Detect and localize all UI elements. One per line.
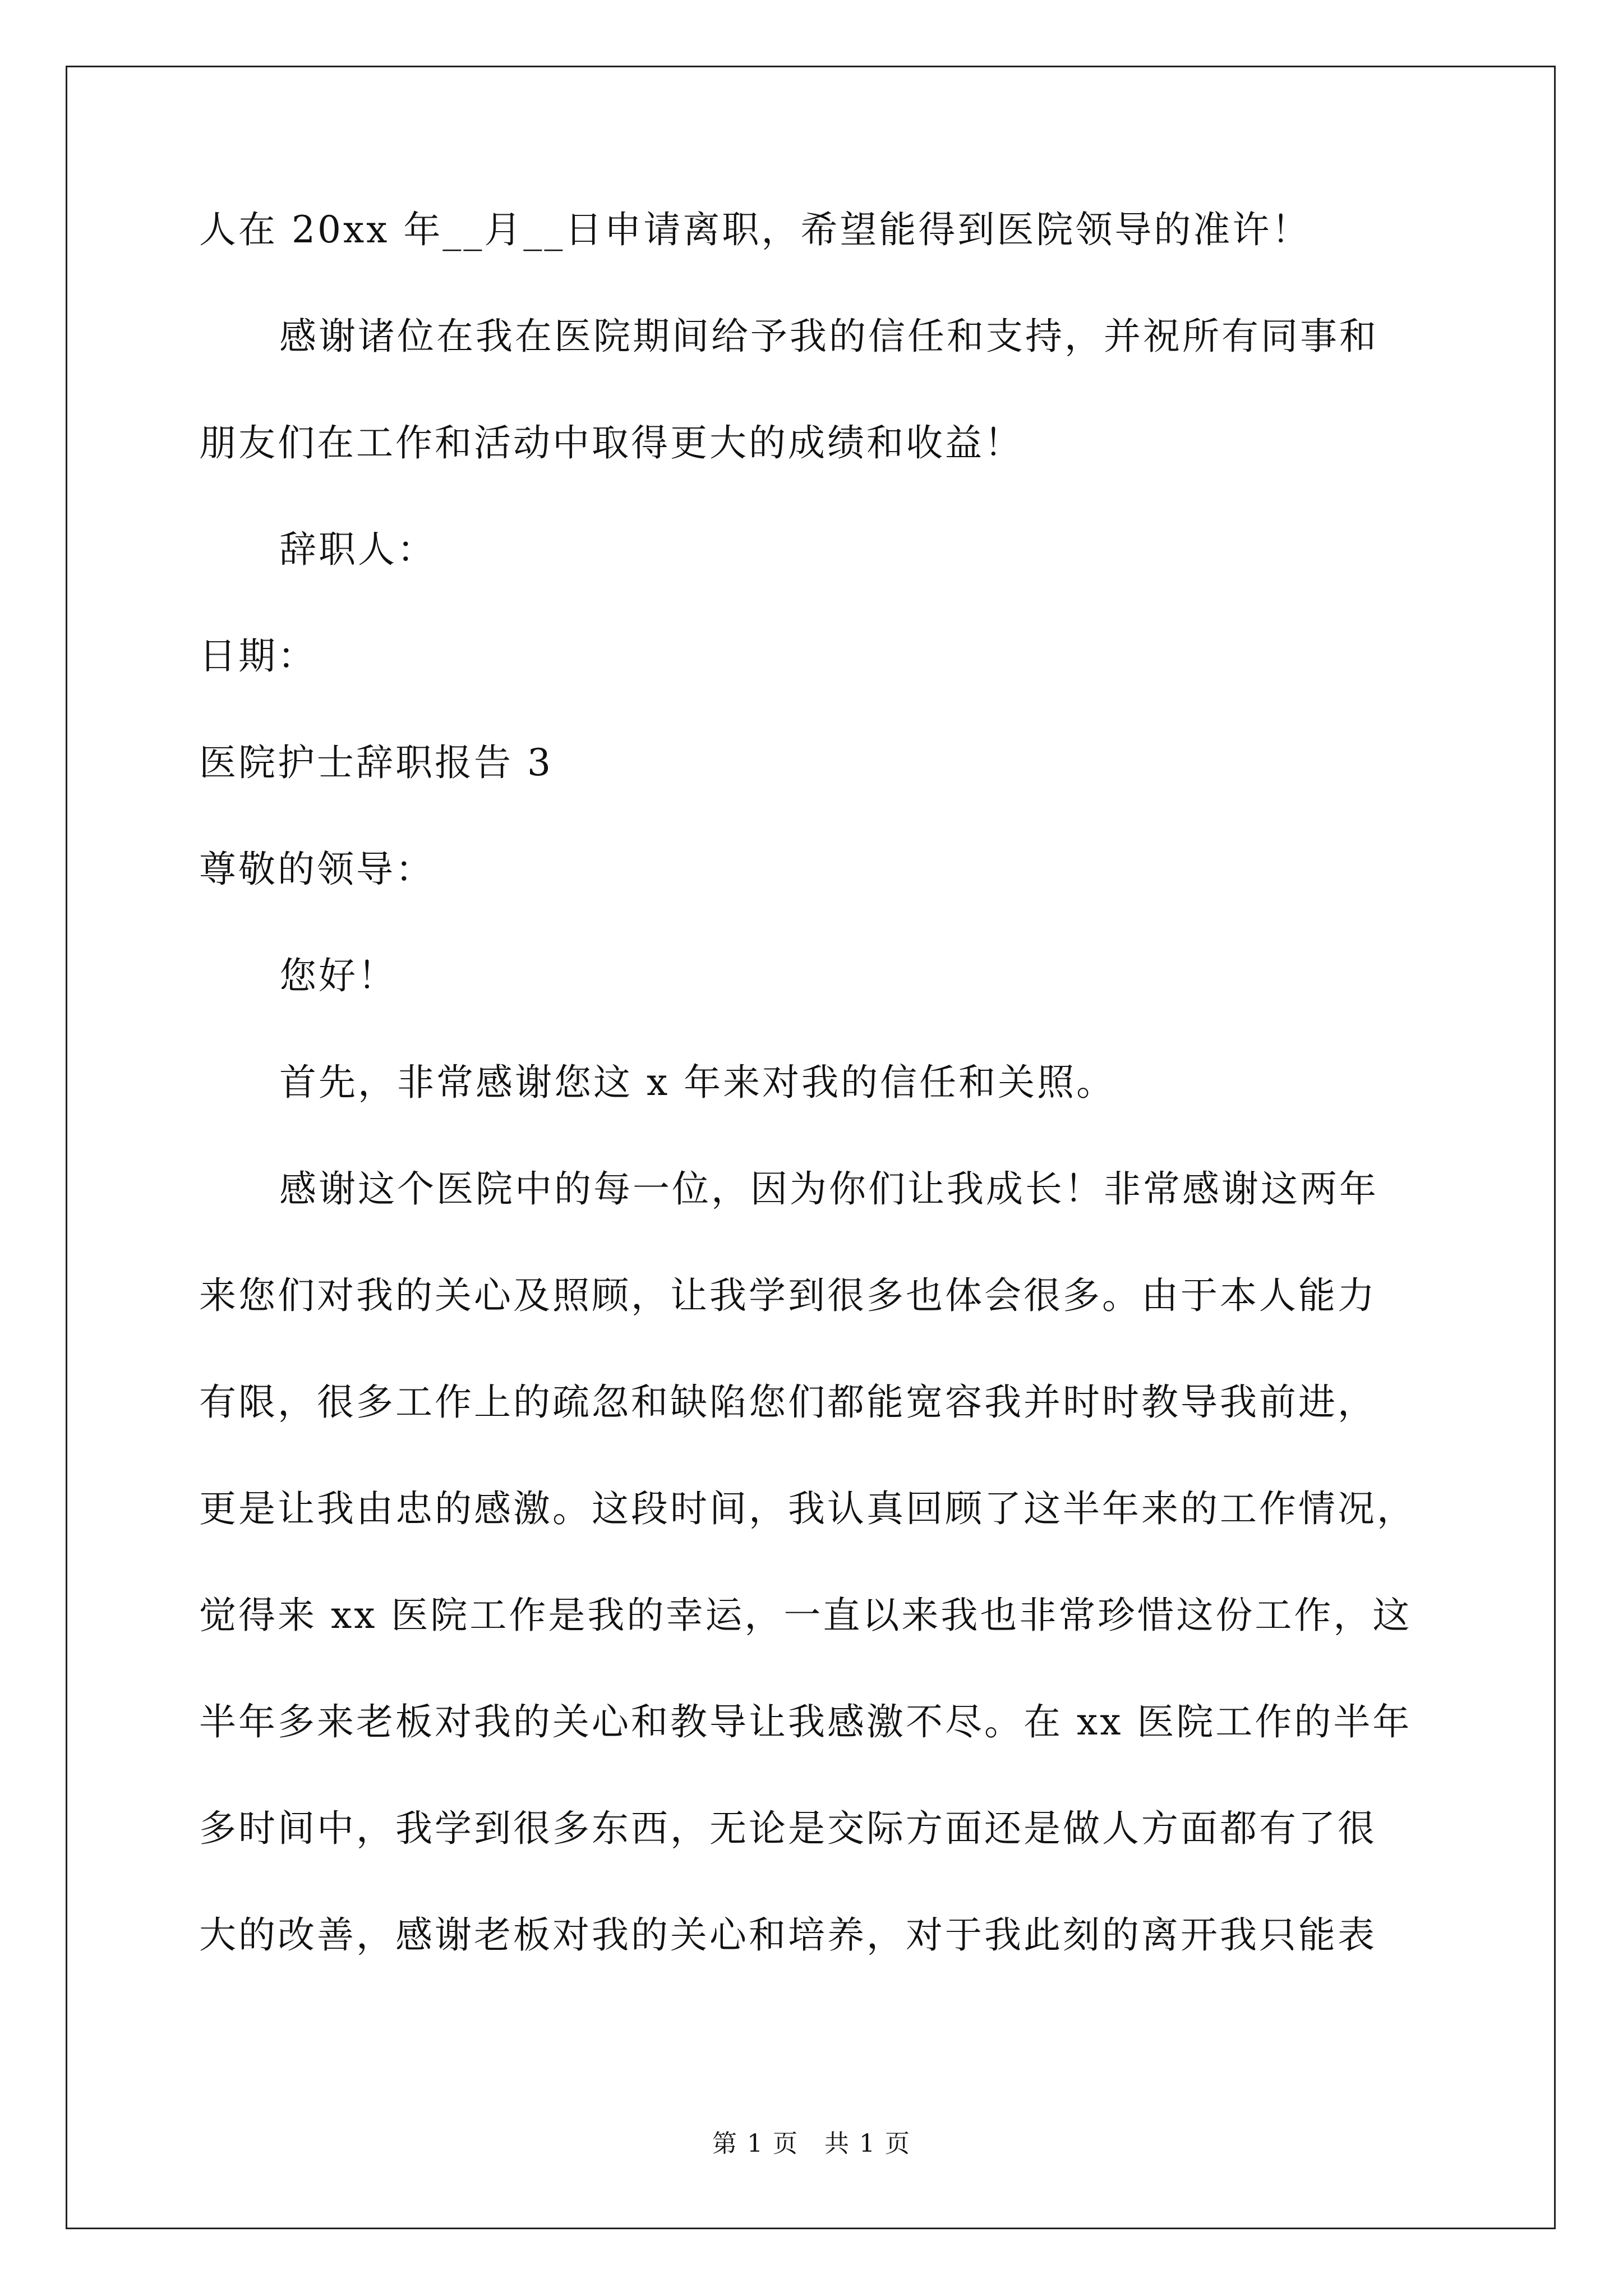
text-line-14: 觉得来 xx 医院工作是我的幸运，一直以来我也非常珍惜这份工作，这 bbox=[199, 1594, 1412, 1637]
section-title: 医院护士辞职报告 3 bbox=[199, 741, 553, 784]
text-line-2: 感谢诸位在我在医院期间给予我的信任和支持，并祝所有同事和 bbox=[279, 315, 1378, 358]
text-line-16: 多时间中，我学到很多东西，无论是交际方面还是做人方面都有了很 bbox=[199, 1807, 1377, 1850]
salutation: 尊敬的领导： bbox=[199, 848, 435, 891]
text-line-17: 大的改善，感谢老板对我的关心和培养，对于我此刻的离开我只能表 bbox=[199, 1913, 1377, 1957]
page-frame bbox=[66, 66, 1556, 2229]
text-line-3: 朋友们在工作和活动中取得更大的成绩和收益！ bbox=[199, 421, 1023, 464]
text-line-15: 半年多来老板对我的关心和教导让我感激不尽。在 xx 医院工作的半年 bbox=[199, 1700, 1412, 1743]
signature-label: 辞职人： bbox=[279, 528, 436, 571]
page-number-footer: 第 1 页 共 1 页 bbox=[712, 2129, 911, 2158]
text-line-9: 首先，非常感谢您这 x 年来对我的信任和关照。 bbox=[279, 1061, 1116, 1104]
text-line-11: 来您们对我的关心及照顾，让我学到很多也体会很多。由于本人能力 bbox=[199, 1274, 1377, 1317]
text-line-1: 人在 20xx 年__月__日申请离职，希望能得到医院领导的准许！ bbox=[199, 208, 1311, 251]
date-label: 日期： bbox=[199, 634, 317, 678]
text-line-13: 更是让我由忠的感激。这段时间，我认真回顾了这半年来的工作情况， bbox=[199, 1487, 1416, 1530]
greeting: 您好！ bbox=[279, 954, 397, 997]
text-line-12: 有限，很多工作上的疏忽和缺陷您们都能宽容我并时时教导我前进， bbox=[199, 1381, 1377, 1424]
text-line-10: 感谢这个医院中的每一位，因为你们让我成长！非常感谢这两年 bbox=[279, 1167, 1378, 1211]
